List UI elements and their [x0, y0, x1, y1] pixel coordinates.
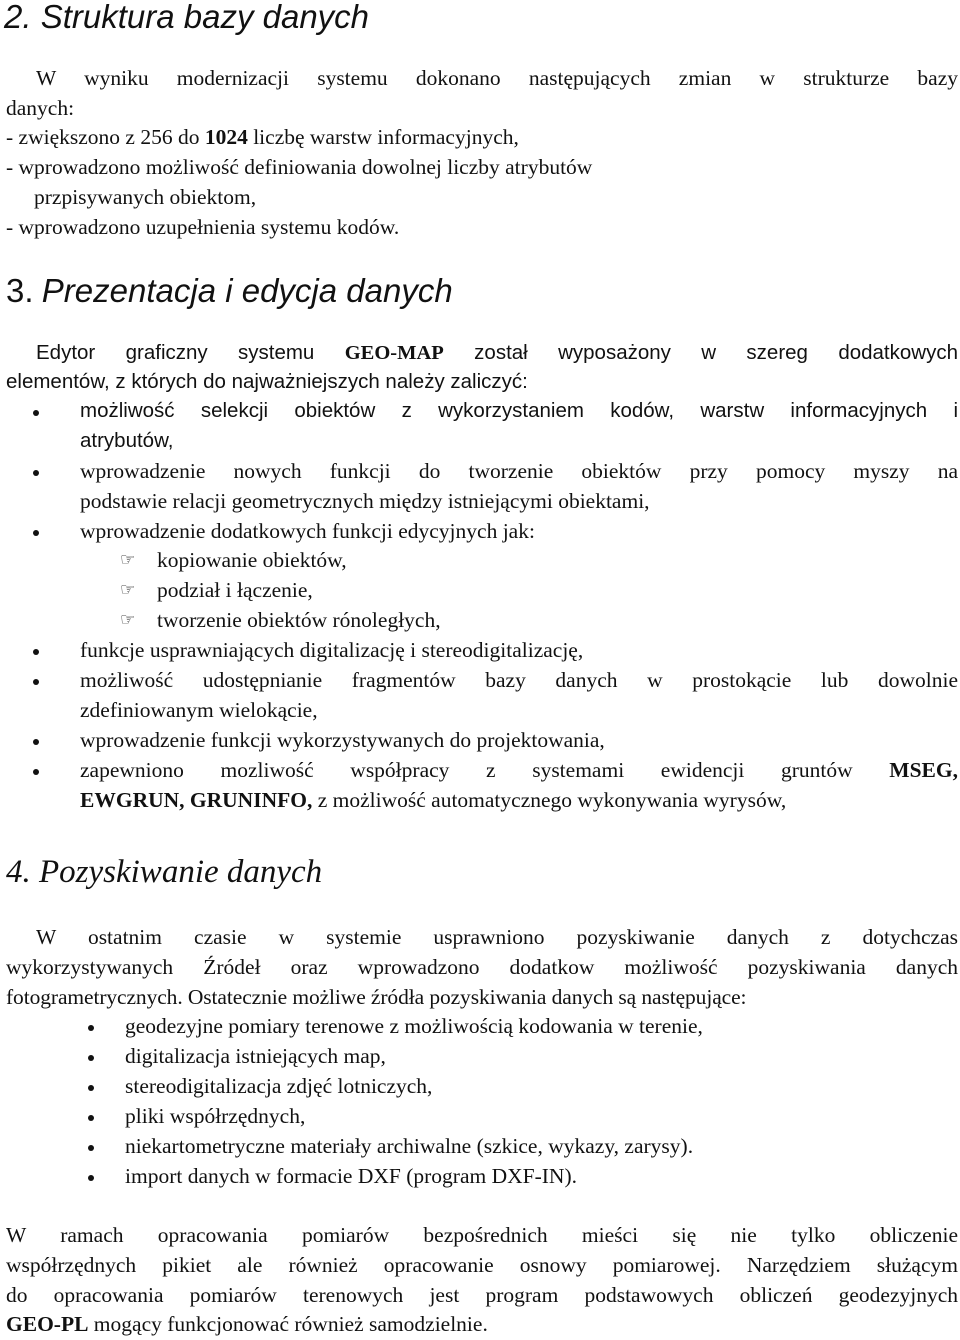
section-3-number: 3.: [6, 272, 34, 309]
s3-bullet-7-c: z możliwość automatycznego wykonywania wyrysów,: [312, 788, 787, 812]
s3-bullet-7-line-2: [80, 785, 786, 815]
bullet-dot-icon: [33, 410, 39, 416]
s2-item-3: - wprowadzono uzupełnienia systemu kodów.: [6, 215, 400, 239]
bullet-dot-icon: [33, 649, 39, 655]
s3-bullet-5-line-2: zdefiniowanym wielokącie,: [80, 698, 318, 722]
s4-para-1-text-2: wykorzystywanych Źródeł oraz wprowadzono dodatkow możliwość pozyskiwania danych: [6, 955, 958, 979]
s4-list-item-6: import danych w formacie DXF (program DXF-IN).: [125, 1164, 577, 1188]
s2-item-2-line-2: przpisywanych obiektom,: [34, 185, 257, 209]
s4-list-item-5: niekartometryczne materiały archiwalne (szkice, wykazy, zarysy).: [125, 1134, 694, 1158]
s3-bullet-3: wprowadzenie dodatkowych funkcji edycyjnych jak:: [80, 519, 535, 543]
bullet-dot-icon: [33, 769, 39, 775]
s2-item-2-line-1: - wprowadzono możliwość definiowania dowolnej liczby atrybutów: [6, 155, 593, 179]
s3-bullet-7-a: zapewniono mozliwość współpracy z systemami ewidencji gruntów: [80, 758, 890, 782]
s3-sub-3: tworzenie obiektów rónoległych,: [157, 608, 441, 632]
s4-list-item-1: geodezyjne pomiary terenowe z możliwością kodowania w terenie,: [125, 1014, 703, 1038]
section-3-title: Prezentacja i edycja danych: [41, 272, 453, 309]
s2-item-1-c: liczbę warstw informacyjnych,: [247, 125, 519, 149]
s3-bullet-1-text: możliwość selekcji obiektów z wykorzystaniem kodów, warstw informacyjnych i: [80, 399, 958, 422]
s3-bullet-7-systems: EWGRUN, GRUNINFO,: [80, 788, 313, 812]
s3-bullet-6: wprowadzenie funkcji wykorzystywanych do projektowania,: [80, 728, 605, 752]
section-2-heading: [4, 0, 369, 37]
s3-bullet-2-text: wprowadzenie nowych funkcji do tworzenie obiektów przy pomocy myszy na: [80, 459, 958, 483]
bullet-dot-icon: [33, 739, 39, 745]
s4-para-2-line-2: [6, 1250, 958, 1280]
bullet-dot-icon: [88, 1145, 94, 1151]
s4-para-2-geopl: GEO-PL: [6, 1312, 89, 1336]
s4-list-item-2: digitalizacja istniejących map,: [125, 1044, 386, 1068]
s4-para-2-line-4: [6, 1309, 488, 1339]
bullet-dot-icon: [33, 470, 39, 476]
s4-para-2-text-2: współrzędnych pikiet ale również opracowanie osnowy pomiarowej. Narzędziem służącym: [6, 1253, 958, 1277]
section-4-heading: 4. Pozyskiwanie danych: [6, 854, 323, 890]
s3-para-1-geomap: GEO-MAP: [344, 342, 444, 364]
s4-list-item-3: stereodigitalizacja zdjęć lotniczych,: [125, 1074, 433, 1098]
s4-para-2-text-1: W ramach opracowania pomiarów bezpośrednich mieści się nie tylko obliczenie: [6, 1223, 958, 1247]
s2-item-1: [6, 122, 519, 152]
bullet-dot-icon: [88, 1115, 94, 1121]
pointing-hand-icon: ☞: [120, 550, 136, 570]
pointing-hand-icon: ☞: [120, 580, 136, 600]
s2-intro-1: W wyniku modernizacji systemu dokonano następujących zmian w strukturze bazy: [36, 66, 958, 90]
s3-para-1-c: został wyposażony w szereg dodatkowych: [443, 341, 958, 364]
s3-bullet-2-line-1: [80, 456, 958, 486]
s3-bullet-2-line-2: podstawie relacji geometrycznych między istniejącymi obiektami,: [80, 489, 650, 513]
bullet-dot-icon: [88, 1175, 94, 1181]
s4-list-item-4: pliki współrzędnych,: [125, 1104, 306, 1128]
s3-bullet-1-line-2: atrybutów,: [80, 429, 174, 452]
s3-bullet-7-mseg: MSEG,: [889, 758, 958, 782]
s4-para-2-text-3: do opracowania pomiarów terenowych jest program podstawowych obliczeń geodezyjnych: [6, 1283, 958, 1307]
s4-para-1-line-1: [36, 922, 958, 952]
s4-para-2-line-1: [6, 1220, 958, 1250]
section-3-heading: [6, 272, 453, 311]
s3-bullet-4: funkcje usprawniających digitalizację i stereodigitalizację,: [80, 638, 584, 662]
s3-bullet-5-line-1: [80, 665, 958, 695]
s3-para-line-1: [36, 338, 958, 368]
s3-sub-2: podział i łączenie,: [157, 578, 313, 602]
s3-para-1-a: Edytor graficzny systemu: [36, 341, 345, 364]
pointing-hand-icon: ☞: [120, 610, 136, 630]
bullet-dot-icon: [88, 1085, 94, 1091]
s4-para-1-line-2: [6, 952, 958, 982]
s3-bullet-1-line-1: [80, 396, 958, 426]
s2-intro-line-2: danych:: [6, 96, 75, 120]
s4-para-1-text-1: W ostatnim czasie w systemie usprawniono pozyskiwanie danych z dotychczas: [36, 925, 958, 949]
bullet-dot-icon: [33, 679, 39, 685]
s2-item-1-b: 1024: [204, 125, 248, 149]
s2-intro-line-1: [36, 63, 958, 93]
s4-para-2-line-3: [6, 1280, 958, 1310]
s3-sub-1: kopiowanie obiektów,: [157, 548, 347, 572]
s3-para-line-2: elementów, z których do najważniejszych należy zaliczyć:: [6, 370, 528, 393]
bullet-dot-icon: [88, 1055, 94, 1061]
s3-bullet-7-line-1: [80, 755, 958, 785]
s2-item-1-a: - zwiększono z 256 do: [6, 125, 205, 149]
section-2-heading-text: 2. Struktura bazy danych: [4, 0, 370, 35]
s4-para-2-text-4: mogący funkcjonować również samodzielnie.: [88, 1312, 488, 1336]
s3-bullet-5-text: możliwość udostępnianie fragmentów bazy danych w prostokącie lub dowolnie: [80, 668, 958, 692]
s4-para-1-line-3: fotogrametrycznych. Ostatecznie możliwe źródła pozyskiwania danych są następujące:: [6, 985, 747, 1009]
bullet-dot-icon: [88, 1025, 94, 1031]
bullet-dot-icon: [33, 530, 39, 536]
